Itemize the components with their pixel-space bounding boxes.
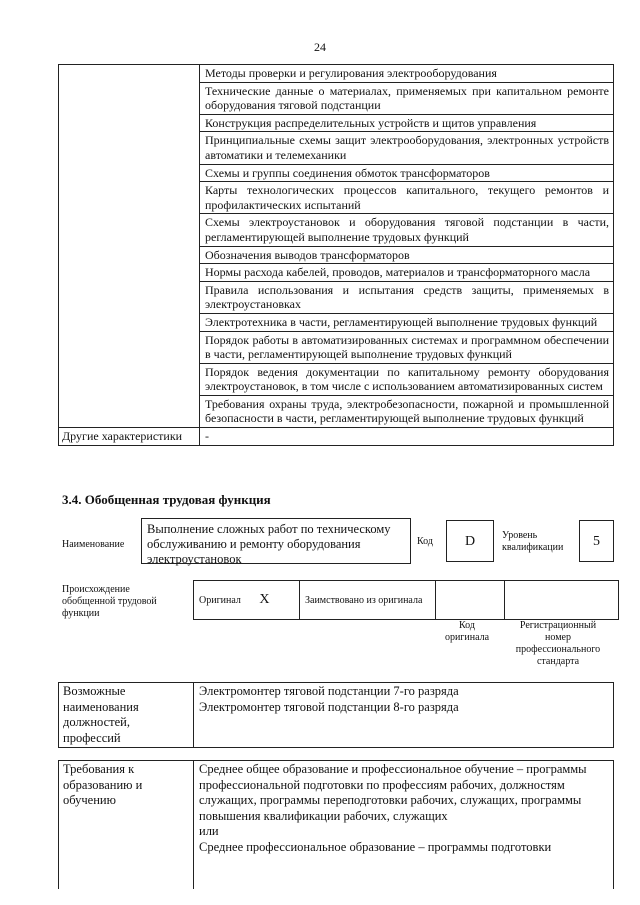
original-label: Оригинал [199, 595, 241, 606]
code-label: Код [417, 536, 433, 547]
education-line: Среднее профессиональное образование – программы подготовки [199, 839, 552, 854]
original-mark: X [259, 592, 270, 607]
code-original-label: Код оригинала [444, 620, 490, 643]
position-item: Электромонтер тяговой подстанции 7-го разряда [199, 684, 459, 698]
borrowed-label: Заимствовано из оригинала [305, 594, 423, 606]
education-label: Требования к образованию и обучению [59, 761, 194, 890]
original-cell [194, 581, 300, 620]
origin-label: Происхождение обобщенной трудовой функции [62, 584, 157, 619]
knowledge-item: Порядок ведения документации по капитальному ремонту оборудования электроустановок, в том числе с использованием автоматизированных систем [200, 363, 614, 395]
other-characteristics-value: - [200, 428, 614, 446]
borrowed-cell [300, 581, 436, 620]
knowledge-item: Нормы расхода кабелей, проводов, материалов и трансформаторного масла [200, 264, 614, 282]
knowledge-item: Обозначения выводов трансформаторов [200, 246, 614, 264]
position-item: Электромонтер тяговой подстанции 8-го разряда [199, 699, 459, 714]
education-table [58, 760, 614, 889]
name-label: Наименование [62, 539, 125, 550]
knowledge-item: Электротехника в части, регламентирующей выполнение трудовых функций [200, 313, 614, 331]
section-title: 3.4. Обобщенная трудовая функция [62, 492, 271, 507]
knowledge-item: Карты технологических процессов капитального, текущего ремонтов и профилактических испытаний [200, 182, 614, 214]
knowledge-row [59, 65, 614, 83]
knowledge-table [58, 64, 614, 446]
knowledge-item: Правила использования и испытания средств защиты, применяемых в электроустановках [200, 281, 614, 313]
other-characteristics-row [59, 428, 614, 446]
page-number: 24 [314, 40, 326, 54]
positions-table [58, 682, 614, 748]
education-text [194, 761, 614, 890]
knowledge-item: Схемы электроустановок и оборудования тяговой подстанции в части, регламентирующей выполнение трудовых функций [200, 214, 614, 246]
other-characteristics-label: Другие характеристики [59, 428, 200, 446]
knowledge-label-cell [59, 65, 200, 428]
education-line: или [199, 824, 219, 839]
knowledge-item: Схемы и группы соединения обмоток трансформаторов [200, 164, 614, 182]
education-line: Среднее общее образование и профессиональное обучение – программы профессиональной подготовки по профессиям рабочих, должностям служащих, программы переподготовки рабочих, служащих, программы повышения квалификации рабочих, служащих [199, 762, 587, 823]
knowledge-item: Принципиальные схемы защит электрооборудования, электронных устройств автоматики и телемеханики [200, 132, 614, 164]
reg-number-label: Регистрационный номер профессионального стандарта [515, 620, 601, 667]
level-value: 5 [579, 520, 614, 562]
positions-label: Возможные наименования должностей, профессий [59, 683, 194, 748]
function-name-value: Выполнение сложных работ по техническому обслуживанию и ремонту оборудования электроустановок [141, 518, 411, 564]
code-original-cell [436, 581, 505, 620]
code-value: D [446, 520, 494, 562]
knowledge-item: Требования охраны труда, электробезопасности, пожарной и промышленной безопасности в части, регламентирующей выполнение трудовых функций [200, 395, 614, 427]
knowledge-item: Методы проверки и регулирования электрооборудования [200, 65, 614, 83]
knowledge-item: Порядок работы в автоматизированных системах и программном обеспечении в части, регламентирующей выполнение трудовых функций [200, 331, 614, 363]
positions-list [194, 683, 614, 748]
reg-number-cell [505, 581, 619, 620]
origin-table [193, 580, 619, 620]
knowledge-item: Технические данные о материалах, применяемых при капитальном ремонте оборудования тяговой подстанции [200, 82, 614, 114]
level-label: Уровень квалификации [502, 530, 564, 553]
knowledge-item: Конструкция распределительных устройств и щитов управления [200, 114, 614, 132]
